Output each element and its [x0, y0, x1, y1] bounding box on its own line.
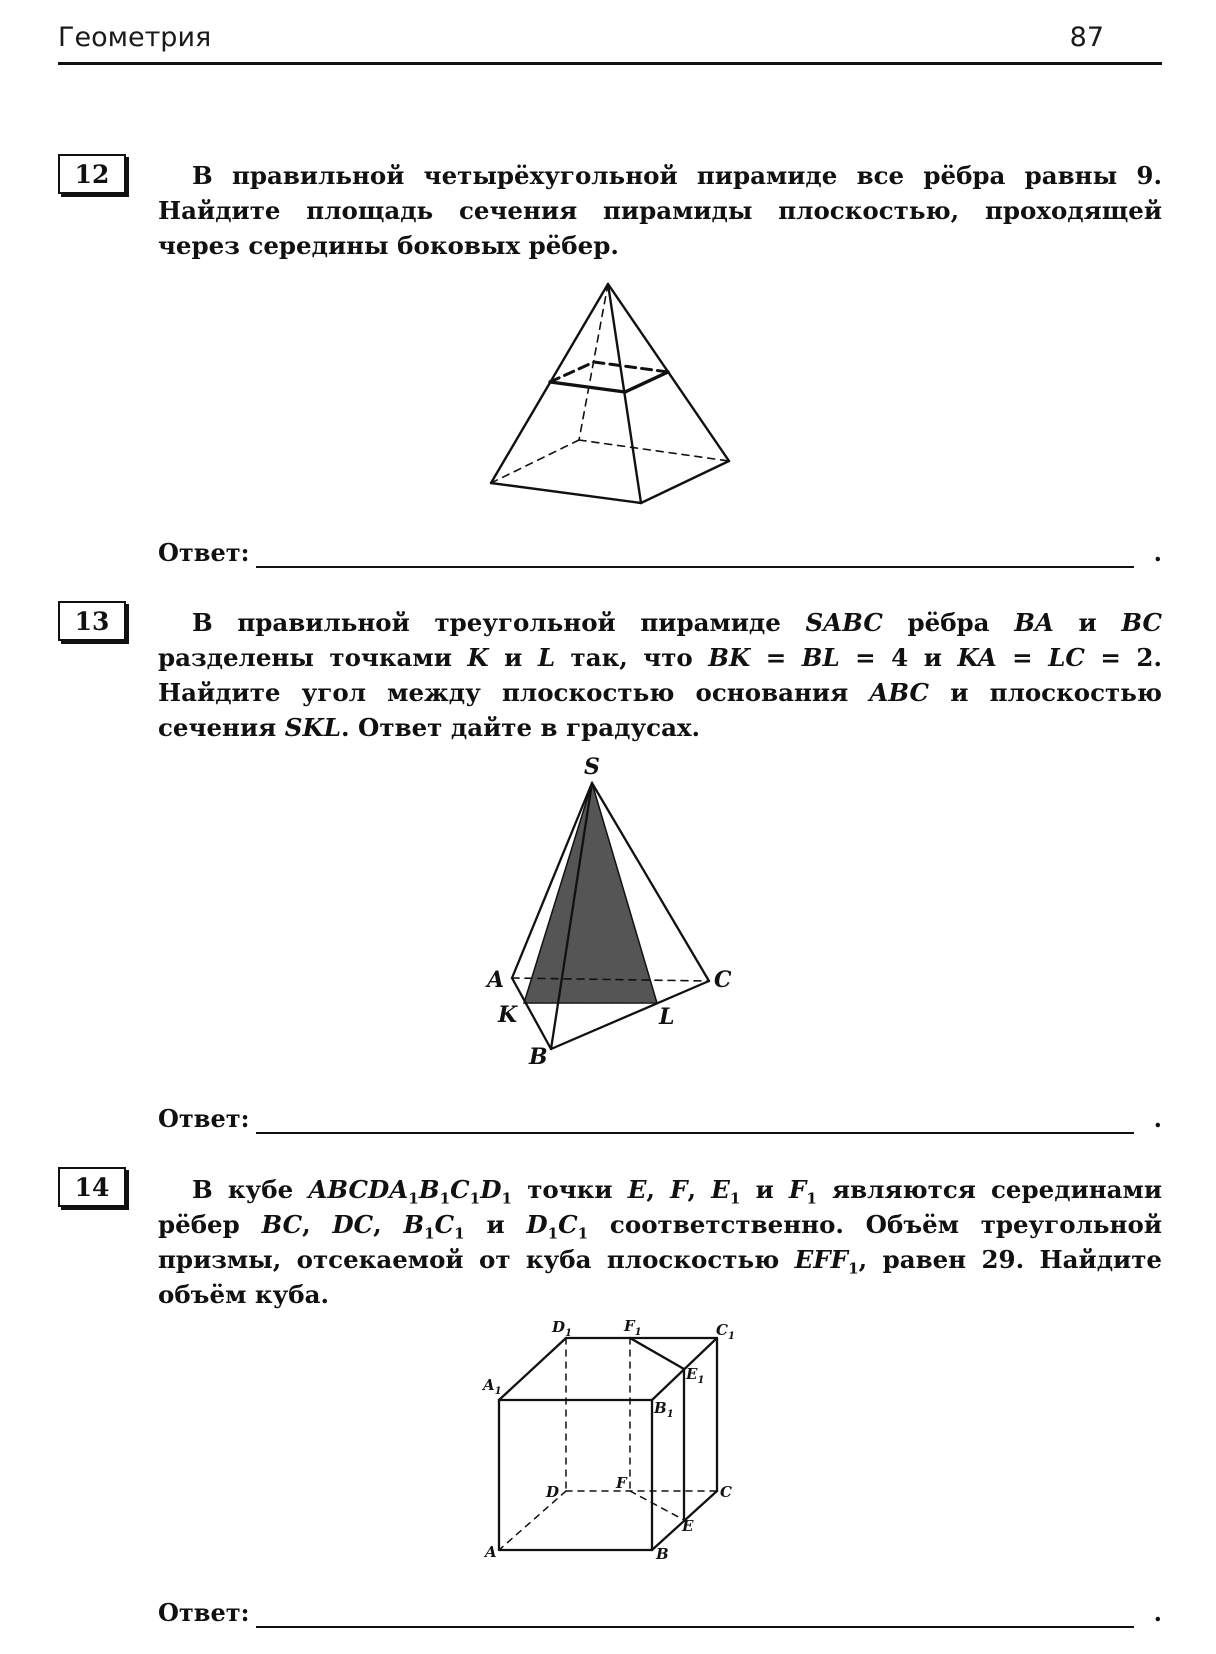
task-14-paragraph: В кубе $ABCDA_1B_1C_1D_1$ точки E, F, $E_1$ и $F_1$ являются серединами рёбер BC, DC, $B_1C_1$ и $D_1C_1$ соответственно. Объём треугольной призмы, отсекаемой от куба плоскостью $EFF_1$, равен 29. Найдите объём куба.: [158, 1175, 1163, 1309]
label-e1: $E_1$: [686, 1365, 705, 1386]
label-c: C: [714, 967, 732, 993]
label-f1: $F_1$: [624, 1317, 642, 1338]
answer-period: .: [1153, 1104, 1162, 1133]
task-13-paragraph: В правильной треугольной пирамиде SABC рёбра BA и BC разделены точками K и L так, что BK = BL = 4 и KA = LC = 2. Найдите угол между плоскостью основания ABC и плоскостью сечения SKL. Ответ дайте в градусах.: [158, 608, 1163, 742]
label-f: F: [616, 1474, 627, 1492]
answer-period: .: [1153, 538, 1162, 567]
label-k: K: [498, 1002, 518, 1028]
label-b1: $B_1$: [654, 1399, 674, 1420]
task-12-paragraph: В правильной четырёхугольной пирамиде все рёбра равны 9. Найдите площадь сечения пирамиды плоскостью, проходящей через середины боковых рёбер.: [158, 161, 1162, 260]
label-c1: $C_1$: [716, 1321, 735, 1342]
label-c: C: [720, 1483, 732, 1501]
task-number-13: 13: [58, 601, 126, 641]
label-a1: $A_1$: [483, 1376, 502, 1397]
label-l: L: [659, 1004, 675, 1030]
answer-input-line[interactable]: [256, 1626, 1134, 1628]
label-b: B: [656, 1545, 669, 1563]
label-a: A: [487, 967, 505, 993]
label-d: D: [546, 1483, 560, 1501]
task-number-12: 12: [58, 154, 126, 194]
task-number-14: 14: [58, 1167, 126, 1207]
label-d1: $D_1$: [552, 1318, 572, 1339]
prism-section-edges: [630, 1338, 684, 1520]
answer-label: Ответ:: [158, 538, 250, 567]
label-a: A: [485, 1543, 497, 1561]
page-number: 87: [1069, 22, 1104, 53]
answer-label: Ответ:: [158, 1104, 250, 1133]
label-s: S: [584, 754, 600, 780]
label-b: B: [529, 1044, 548, 1070]
answer-row-14: [158, 1598, 1162, 1632]
answer-label: Ответ:: [158, 1598, 250, 1627]
header-title: Геометрия: [58, 22, 212, 53]
label-e: E: [682, 1517, 694, 1535]
answer-period: .: [1153, 1598, 1162, 1627]
